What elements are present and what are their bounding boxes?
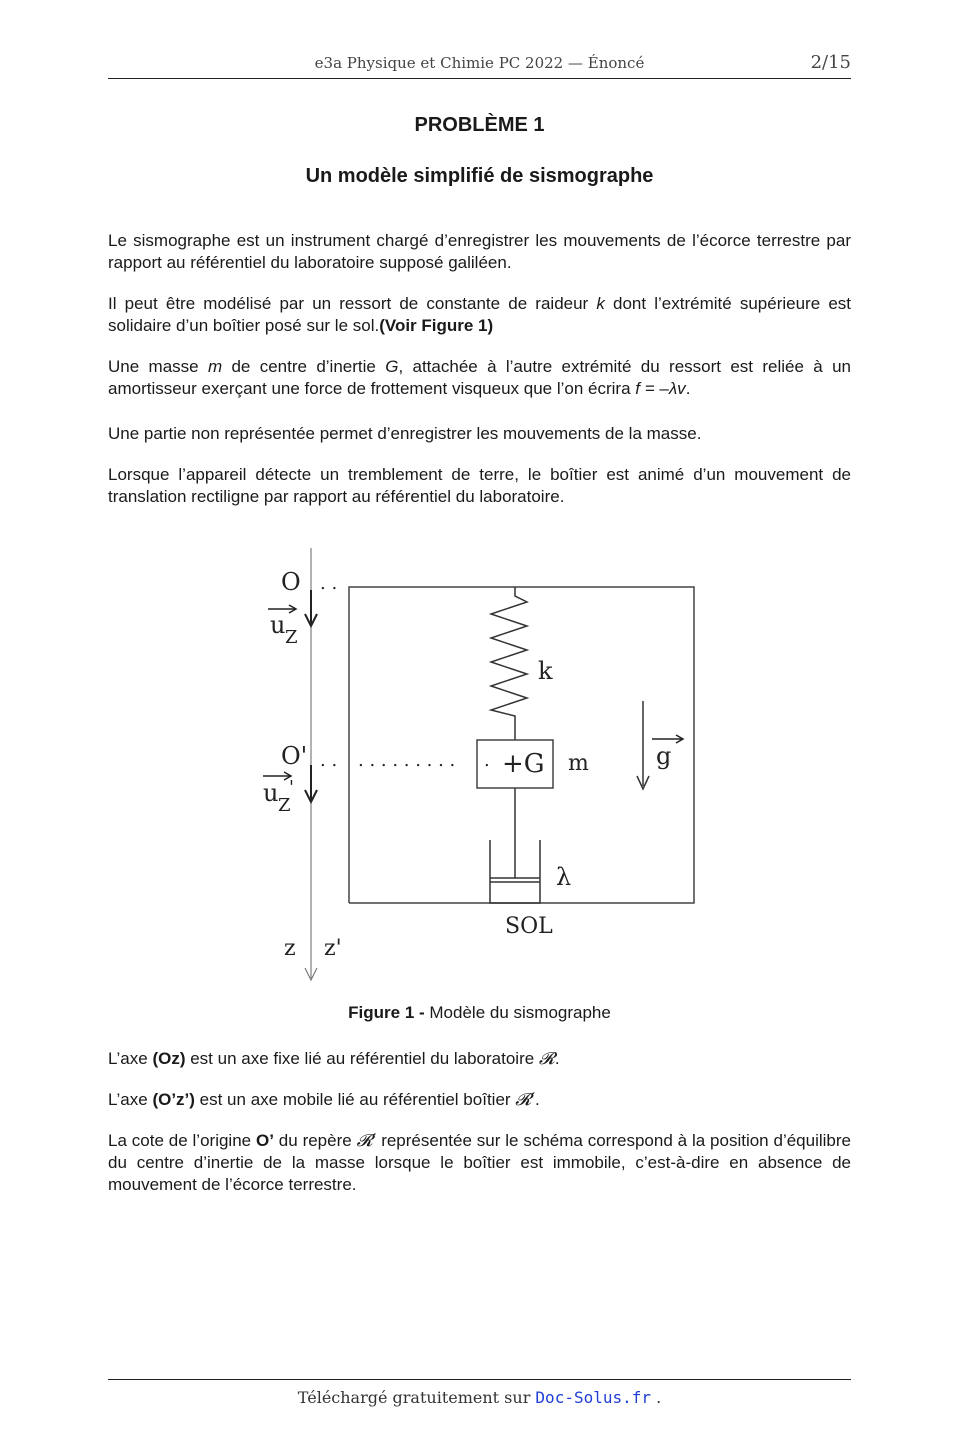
label-uz: u (270, 611, 286, 639)
paragraph-mass: Une masse m de centre d’inertie G, attachée à l’autre extrémité du ressort est reliée à un amortisseur exerçant une force de frottement visqueux que l’on écrira f = –λv. (108, 357, 851, 398)
label-sol: SOL (505, 914, 553, 939)
label-g: g (656, 742, 672, 770)
paragraph-axis-oz-prime: L’axe (O’z’) est un axe mobile lié au référentiel boîtier 𝓡′. (108, 1090, 540, 1110)
paragraph-axis-oz: L’axe (Oz) est un axe fixe lié au référentiel du laboratoire 𝓡. (108, 1049, 560, 1069)
label-z-prime: z' (324, 936, 342, 961)
paragraph-intro: Le sismographe est un instrument chargé d’enregistrer les mouvements de l’écorce terrestre par rapport au référentiel du laboratoire supposé galiléen. (108, 231, 851, 272)
friction-formula: f = –λv (635, 379, 686, 398)
paragraph-earthquake: Lorsque l’appareil détecte un tremblement de terre, le boîtier est animé d’un mouvement de translation rectiligne par rapport au référentiel du laboratoire. (108, 465, 851, 506)
label-G: +G (502, 749, 545, 779)
label-uz-sub: Z (285, 627, 298, 648)
label-m: m (568, 751, 589, 776)
dots-O-prime-inner: . . . . . . . . . (358, 750, 456, 771)
page-footer: Téléchargé gratuitement sur Doc-Solus.fr . (297, 1388, 662, 1407)
dots-O: . . (320, 573, 338, 594)
label-uz-prime: u (263, 779, 279, 807)
footer-rule (108, 1379, 851, 1380)
label-uz-prime-mark: ' (289, 777, 294, 798)
dots-O-prime: . . (320, 750, 338, 771)
paragraph-record: Une partie non représentée permet d’enregistrer les mouvements de la masse. (108, 424, 702, 443)
label-lambda: λ (556, 863, 572, 891)
header-title: e3a Physique et Chimie PC 2022 — Énoncé (314, 54, 645, 72)
page-number: 2/15 (810, 52, 851, 73)
paragraph-origin: La cote de l’origine O’ du repère 𝓡′ représentée sur le schéma correspond à la position d’équilibre du centre d’inertie de la masse lorsque le boîtier est immobile, c’est-à-dire en absence de mouvement de l’écorce terrestre. (108, 1131, 851, 1194)
figure-caption: Figure 1 - Modèle du sismographe (348, 1003, 611, 1022)
problem-subtitle: Un modèle simplifié de sismographe (305, 165, 654, 187)
label-O-prime: O' (281, 742, 308, 770)
paragraph-spring: Il peut être modélisé par un ressort de constante de raideur k dont l’extrémité supérieure est solidaire d’un boîtier posé sur le sol.(Voir Figure 1) (108, 294, 851, 335)
label-O: O (281, 568, 301, 596)
dots-mass: . (484, 750, 490, 771)
spring (491, 587, 527, 740)
label-k: k (538, 657, 553, 685)
doc-solus-link[interactable]: Doc-Solus.fr (535, 1388, 652, 1407)
label-z: z (284, 936, 296, 961)
label-uz-prime-sub: Z (278, 795, 291, 816)
figure-reference: (Voir Figure 1) (379, 316, 494, 335)
problem-title: PROBLÈME 1 (414, 114, 545, 136)
